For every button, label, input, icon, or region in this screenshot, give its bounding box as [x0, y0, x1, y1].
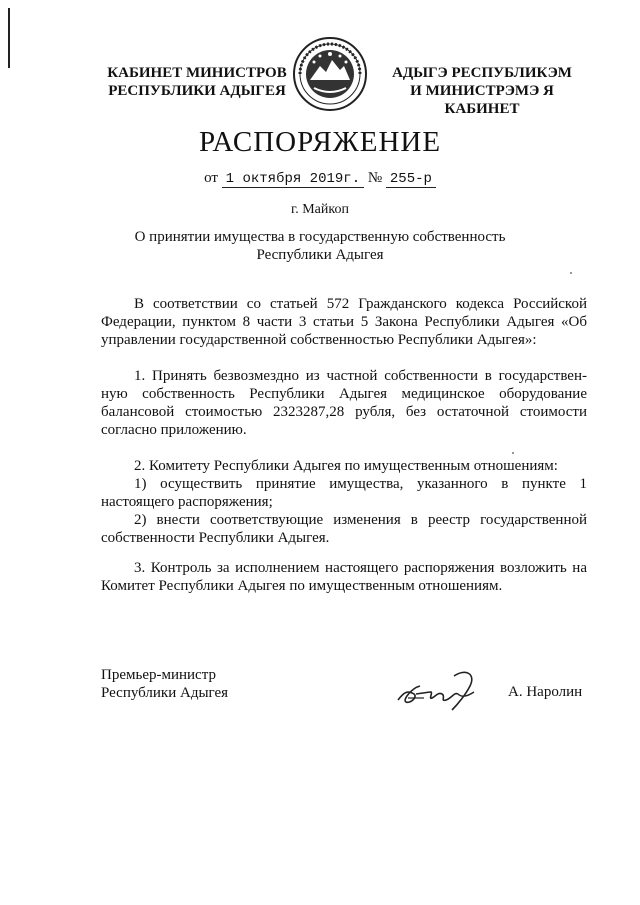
position-line1: Премьер-министр — [101, 667, 216, 683]
number-value: 255-р — [386, 171, 436, 188]
item-2-subitem-2: 2) внести соответствующие изменения в реестр государственной собственности Республики Адыгея. — [101, 512, 587, 546]
document-title: РАСПОРЯЖЕНИЕ — [198, 126, 442, 158]
signatory-name: А. Наролин — [508, 684, 583, 700]
position-line2: Республики Адыгея — [101, 685, 229, 701]
number-prefix: № — [367, 170, 383, 186]
item-2-intro: 2. Комитету Республики Адыгея по имущественным отношениям: — [134, 458, 558, 474]
signatory-position — [101, 666, 228, 702]
preamble-paragraph: В соответствии со статьей 572 Гражданского кодекса Российской Федерации, пунктом 8 части 3 статьи 5 Закона Республики Адыгея «Об управлении государственной собственностью Республики Адыгея»: — [101, 296, 587, 348]
issuer-adyghe-line2: И МИНИСТРЭМЭ Я КАБИНЕТ — [410, 83, 554, 117]
item-2-block — [101, 457, 587, 547]
subject-line1: О принятии имущества в государственную собственность — [134, 229, 506, 245]
scan-speck — [512, 452, 514, 454]
issuer-adyghe — [372, 64, 592, 118]
item-3-paragraph: 3. Контроль за исполнением настоящего распоряжения возложить на Комитет Республики Адыгея по имущественным отношениям. — [101, 560, 587, 594]
issuer-russian-line1: КАБИНЕТ МИНИСТРОВ — [107, 65, 287, 81]
coat-of-arms-icon — [292, 36, 368, 112]
handwritten-signature — [394, 664, 484, 714]
page-edge-line — [8, 8, 10, 68]
city-line: г. Майкоп — [291, 202, 349, 217]
date-prefix: от — [204, 170, 218, 186]
issuer-russian — [102, 64, 292, 100]
subject-line2: Республики Адыгея — [256, 247, 384, 263]
subject-heading — [0, 228, 640, 264]
item-1-paragraph: 1. Принять безвозмездно из частной собственности в государственную собственность Республики Адыгея медицинское оборудование балансовой стоимостью 2323287,28 рубля, без остаточной стоимости согласно приложению. — [101, 368, 587, 438]
issuer-russian-line2: РЕСПУБЛИКИ АДЫГЕЯ — [108, 83, 286, 99]
item-2-subitem-1: 1) осуществить принятие имущества, указанного в пункте 1 настоящего распоряжения; — [101, 476, 587, 510]
scan-speck — [570, 272, 572, 274]
issuer-adyghe-line1: АДЫГЭ РЕСПУБЛИКЭМ — [392, 65, 572, 81]
date-value: 1 октября 2019г. — [222, 171, 364, 188]
date-number-line — [0, 170, 640, 187]
